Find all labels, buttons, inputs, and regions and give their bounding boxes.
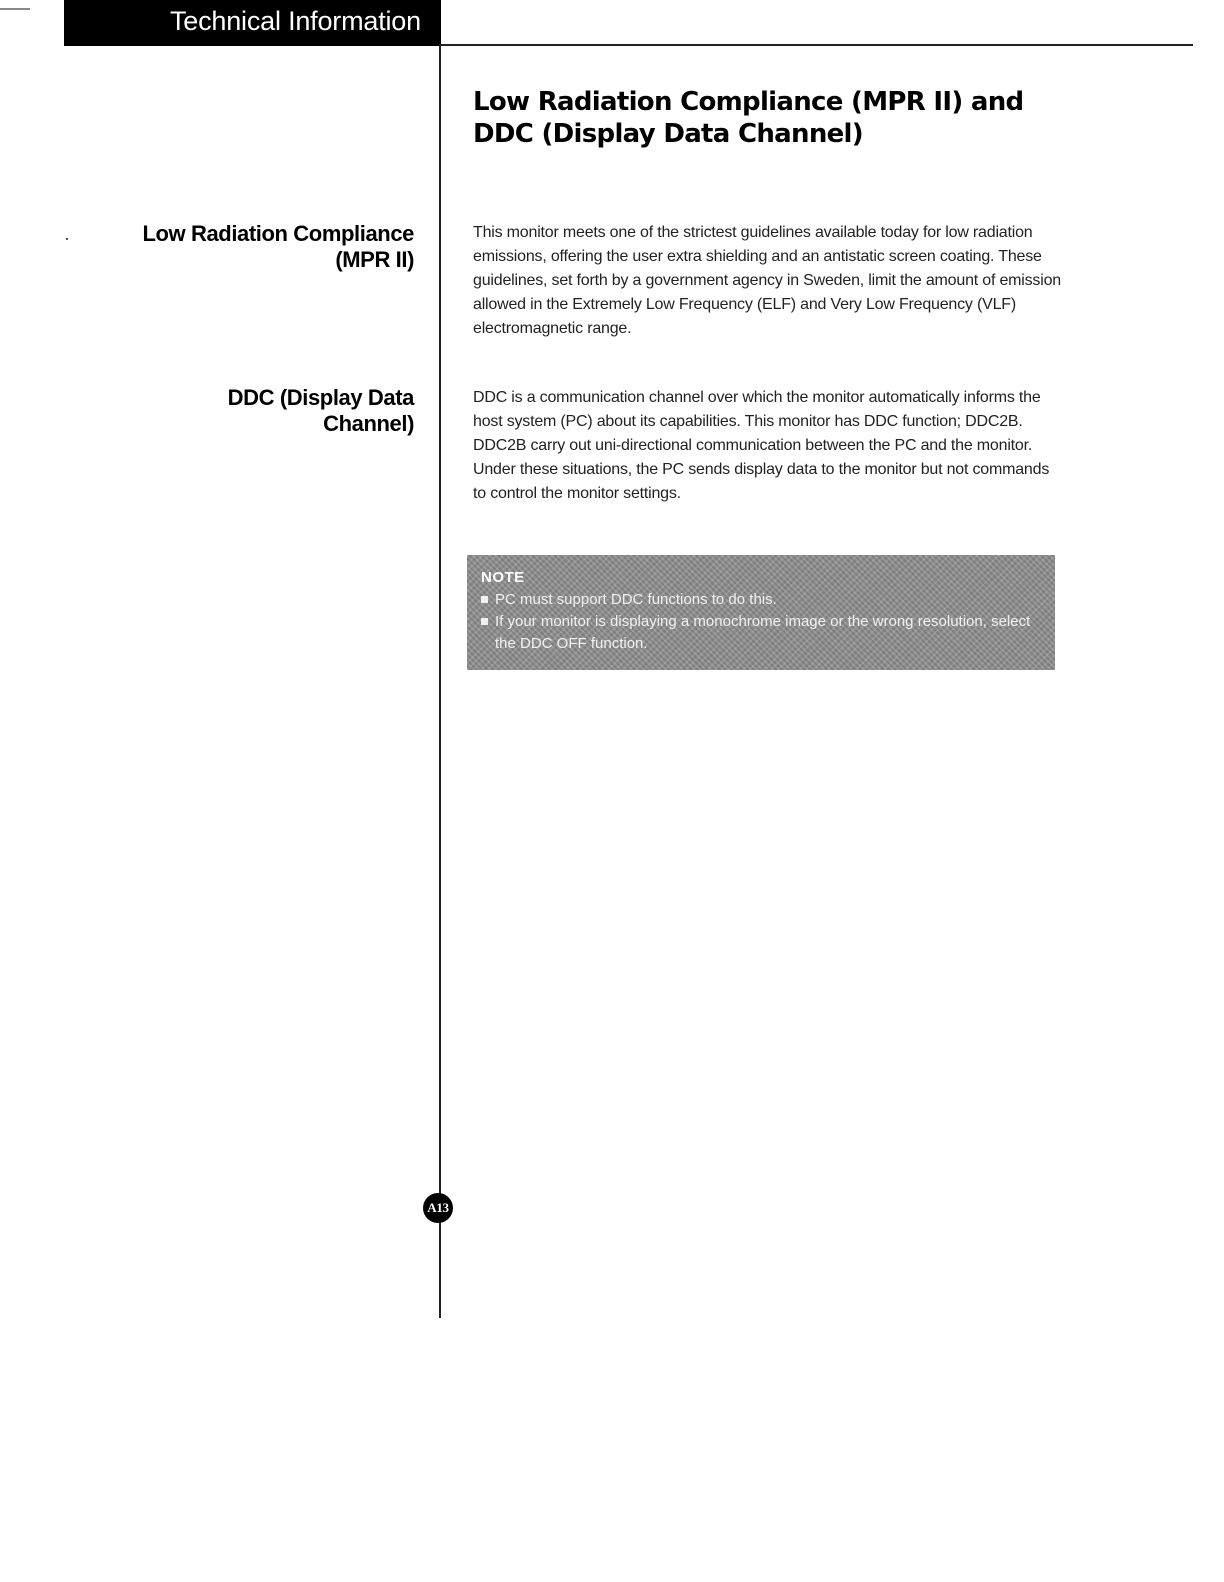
page-title-line-1: Low Radiation Compliance (MPR II) and (473, 87, 1024, 117)
side-heading-line-1: DDC (Display Data (227, 385, 414, 410)
note-item-text: If your monitor is displaying a monochrome image or the wrong resolution, select the DDC OFF function. (495, 613, 1031, 652)
section-header-title: Technical Information (170, 6, 421, 36)
note-item-text: PC must support DDC functions to do this. (495, 591, 777, 608)
note-box (467, 555, 1055, 670)
low-radiation-paragraph: This monitor meets one of the strictest guidelines available today for low radiation emissions, offering the user extra shielding and an antistatic screen coating. These guidelines, set forth by a government agency in Sweden, limit the amount of emission allowed in the Extremely Low Frequency (ELF) and Very Low Frequency (VLF) electromagnetic range. (473, 224, 1061, 337)
page-number-badge: A13 (423, 1193, 453, 1223)
page-title-line-2: DDC (Display Data Channel) (473, 119, 863, 149)
section-header-bar (64, 0, 441, 46)
side-heading-line-2: (MPR II) (335, 247, 414, 272)
note-title: NOTE (481, 569, 525, 586)
scan-speck (66, 238, 68, 240)
column-divider (439, 44, 441, 1318)
square-bullet-icon (481, 618, 488, 625)
page-title (473, 86, 1073, 150)
side-heading-line-2: Channel) (323, 411, 414, 436)
side-heading-low-radiation (114, 221, 414, 273)
ddc-paragraph: DDC is a communication channel over which the monitor automatically informs the host system (PC) about its capabilities. This monitor has DDC function; DDC2B. DDC2B carry out uni-directional communication between the PC and the monitor. Under these situations, the PC sends display data to the monitor but not commands to control the monitor settings. (473, 389, 1050, 502)
note-item (481, 589, 1041, 611)
header-divider (441, 44, 1193, 46)
square-bullet-icon (481, 596, 488, 603)
note-item (481, 611, 1041, 655)
side-heading-ddc (114, 385, 414, 437)
side-heading-line-1: Low Radiation Compliance (142, 221, 414, 246)
corner-mark (0, 8, 30, 10)
